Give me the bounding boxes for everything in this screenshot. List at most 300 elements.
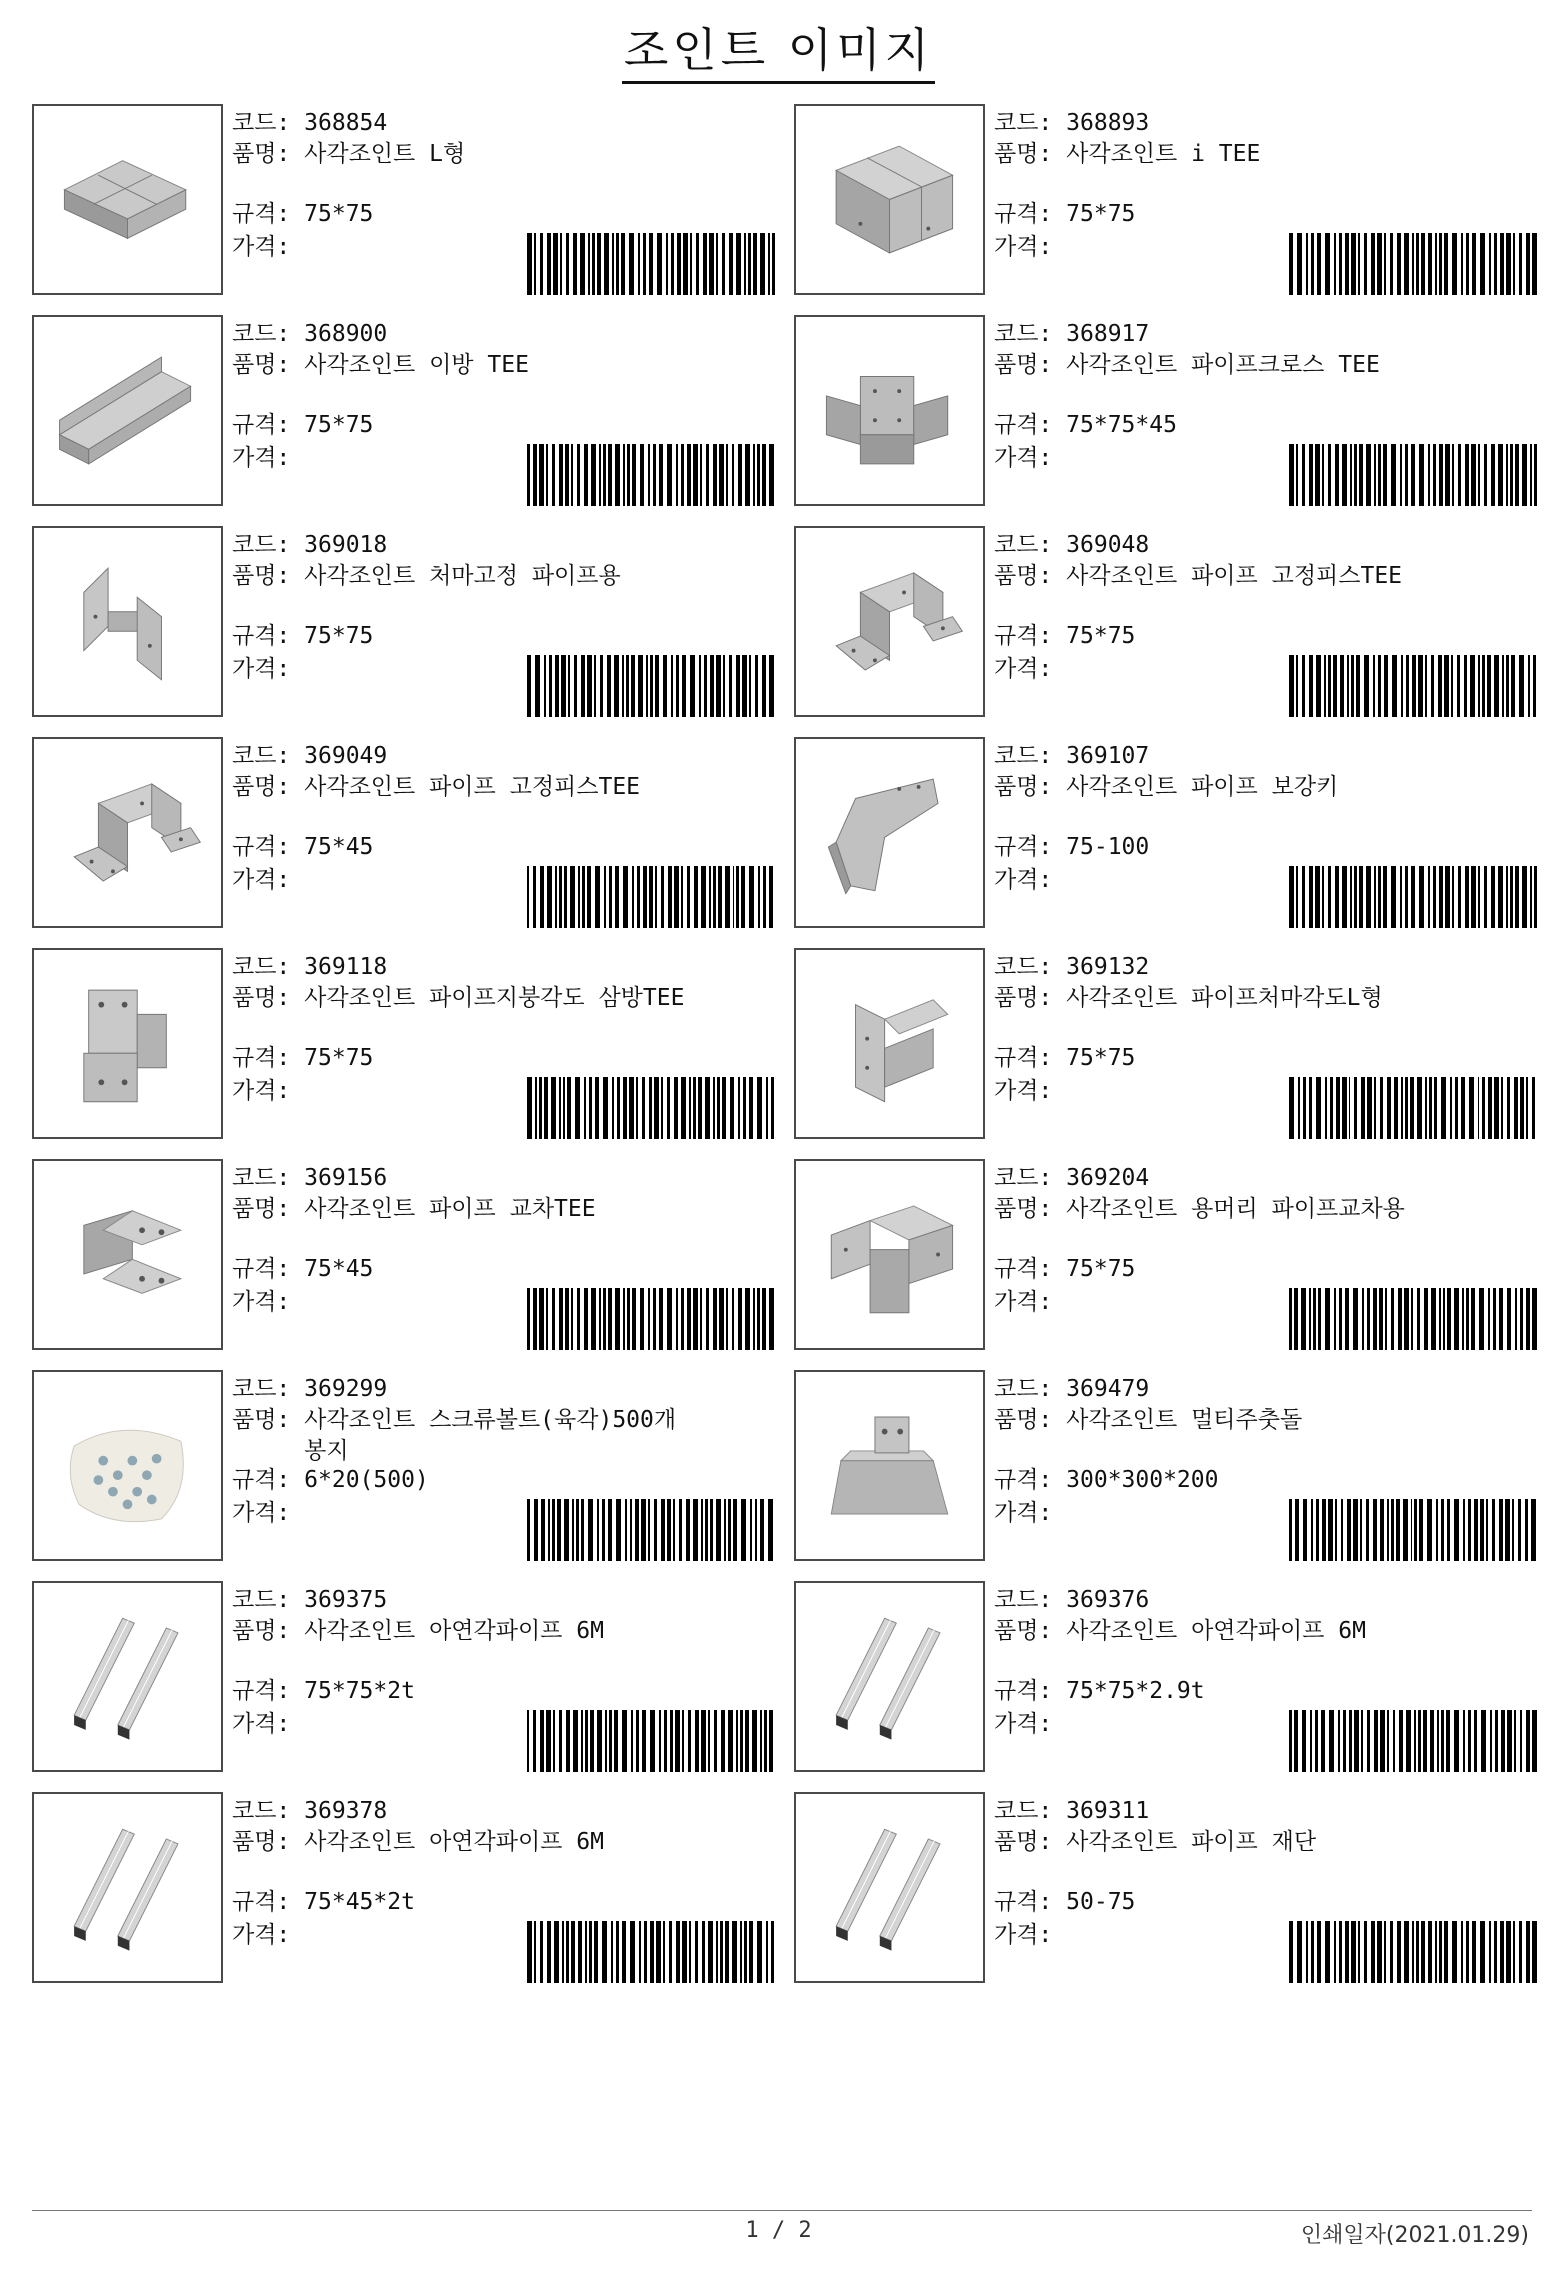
barcode-bar [1383, 866, 1387, 928]
product-image [32, 526, 223, 717]
barcode-bar [1356, 655, 1360, 717]
barcode-bar [1359, 444, 1363, 506]
name-label: 품명: [232, 985, 291, 1011]
barcode-bar [736, 866, 739, 928]
barcode-bar [690, 655, 695, 717]
barcode-bar [605, 1710, 607, 1772]
barcode-bar [1367, 1710, 1370, 1772]
barcode-bar [1345, 1921, 1349, 1983]
barcode-bar [1354, 1710, 1359, 1772]
spec-label: 규격: [994, 623, 1053, 649]
price-label: 가격: [232, 656, 291, 682]
barcode-bar [1454, 1499, 1459, 1561]
barcode-bar [584, 1077, 586, 1139]
barcode-bar [603, 1077, 608, 1139]
barcode-bar [1302, 655, 1305, 717]
product-name: 사각조인트 파이프 보강키 [1066, 774, 1339, 800]
product-code-row [232, 108, 772, 139]
barcode-bar [1390, 1921, 1393, 1983]
barcode-bar [699, 655, 701, 717]
barcode-bar [612, 1077, 614, 1139]
barcode-bar [1289, 1710, 1292, 1772]
barcode-bar [713, 1288, 717, 1350]
name-label: 품명: [994, 1407, 1053, 1433]
barcode-bar [632, 1288, 636, 1350]
barcode-bar [1334, 1288, 1336, 1350]
product-card [794, 1370, 1539, 1561]
product-price-row [994, 654, 1052, 685]
barcode-bar [1470, 655, 1475, 717]
barcode-bar [1392, 655, 1397, 717]
barcode-bar [1351, 1921, 1356, 1983]
barcode-bar [674, 1077, 678, 1139]
barcode-bar [559, 1288, 563, 1350]
barcode-bar [1428, 1921, 1433, 1983]
barcode-bar [612, 233, 614, 295]
barcode-bar [1345, 1288, 1349, 1350]
code-label: 코드: [994, 954, 1053, 980]
barcode-bar [1328, 655, 1331, 717]
barcode-bar [1520, 1288, 1523, 1350]
product-card [32, 1581, 777, 1772]
product-name-row [232, 139, 772, 170]
product-spec-row [994, 199, 1135, 230]
barcode-bar [714, 1710, 717, 1772]
spec-label: 규격: [994, 1889, 1053, 1915]
product-spec: 75*75 [1066, 201, 1136, 227]
barcode-bar [757, 1077, 762, 1139]
barcode-bar [1362, 1288, 1364, 1350]
product-code: 369375 [304, 1587, 388, 1613]
barcode-bar [1486, 1499, 1488, 1561]
code-label: 코드: [994, 743, 1053, 769]
barcode-bar [687, 444, 691, 506]
barcode-bar [659, 1710, 661, 1772]
channel-joint-icon [45, 328, 210, 493]
product-card [794, 737, 1539, 928]
barcode-bar [1500, 233, 1504, 295]
barcode-bar [722, 233, 725, 295]
barcode-bar [559, 1077, 561, 1139]
product-image [794, 1581, 985, 1772]
product-name: 사각조인트 파이프 고정피스TEE [1066, 563, 1403, 589]
barcode-bar [1374, 1077, 1376, 1139]
price-label: 가격: [232, 1500, 291, 1526]
product-spec-row [232, 1887, 415, 1918]
barcode-bar [1311, 1499, 1313, 1561]
product-info [994, 1163, 1534, 1315]
product-price-row [232, 232, 290, 263]
barcode-bar [667, 1077, 670, 1139]
square-pipe-icon [45, 1594, 210, 1759]
barcode-bar [1411, 444, 1415, 506]
barcode-bar [749, 655, 751, 717]
barcode-bar [1445, 866, 1450, 928]
barcode-bar [701, 866, 706, 928]
barcode-bar [1316, 1077, 1321, 1139]
barcode-bar [740, 1921, 742, 1983]
barcode-bar [1306, 1921, 1308, 1983]
barcode-bar [716, 655, 721, 717]
barcode-bar [643, 866, 647, 928]
box-joint-icon [807, 117, 972, 282]
barcode-bar [659, 444, 663, 506]
barcode-bar [1317, 233, 1321, 295]
product-spec-row [994, 832, 1149, 863]
barcode-bar [653, 1288, 656, 1350]
barcode-bar [1387, 1499, 1389, 1561]
barcode-bar [546, 444, 548, 506]
barcode-bar [572, 1499, 574, 1561]
barcode-bar [540, 1710, 544, 1772]
barcode-bar [763, 866, 766, 928]
barcode-bar [1289, 1921, 1293, 1983]
barcode-bar [644, 1921, 647, 1983]
barcode-bar [632, 444, 636, 506]
barcode-bar [676, 1288, 678, 1350]
barcode-bar [1393, 1710, 1396, 1772]
barcode-bar [1510, 866, 1513, 928]
barcode-bar [648, 444, 650, 506]
barcode-bar [728, 1710, 733, 1772]
barcode-bar [700, 444, 702, 506]
barcode-bar [1525, 1499, 1529, 1561]
product-spec: 50-75 [1066, 1889, 1136, 1915]
barcode-bar [611, 1921, 613, 1983]
barcode-bar [1444, 233, 1448, 295]
barcode-bar [681, 1077, 686, 1139]
barcode-bar [540, 233, 543, 295]
barcode-bar [1411, 866, 1415, 928]
barcode-bar [1333, 655, 1337, 717]
barcode-bar [1428, 444, 1430, 506]
barcode-bar [1506, 233, 1511, 295]
product-spec: 300*300*200 [1066, 1467, 1219, 1493]
barcode-bar [681, 866, 683, 928]
product-price-row [994, 232, 1052, 263]
name-label: 품명: [994, 774, 1053, 800]
square-pipe-icon [807, 1805, 972, 1970]
barcode-bar [755, 655, 758, 717]
product-image [32, 1581, 223, 1772]
barcode-bar [689, 1921, 691, 1983]
barcode-bar [1530, 866, 1532, 928]
barcode-bar [1464, 655, 1468, 717]
barcode-bar [708, 1710, 710, 1772]
product-card [794, 1159, 1539, 1350]
product-code-row [232, 1585, 772, 1616]
barcode-bar [1309, 1077, 1313, 1139]
product-image [794, 1792, 985, 1983]
barcode-bar [564, 1499, 569, 1561]
barcode-bar [1507, 1288, 1512, 1350]
barcode-bar [762, 655, 766, 717]
barcode-bar [589, 1921, 592, 1983]
barcode-bar [632, 866, 634, 928]
barcode [1289, 1077, 1539, 1139]
barcode-bar [1373, 1288, 1377, 1350]
product-name: 사각조인트 용머리 파이프교차용 [1066, 1196, 1405, 1222]
barcode-bar [1414, 1710, 1416, 1772]
code-label: 코드: [994, 321, 1053, 347]
barcode-bar [702, 1921, 706, 1983]
barcode-bar [602, 1499, 605, 1561]
barcode-bar [1396, 1499, 1400, 1561]
product-spec-row [232, 1254, 373, 1285]
barcode-bar [1461, 1921, 1463, 1983]
print-date: 인쇄일자(2021.01.29) [1300, 2223, 1529, 2248]
barcode-bar [723, 655, 725, 717]
barcode-bar [630, 1921, 635, 1983]
barcode-bar [1519, 1921, 1522, 1983]
barcode-bar [738, 1077, 740, 1139]
barcode-bar [1490, 1710, 1492, 1772]
barcode-bar [616, 1921, 619, 1983]
plate-bracket-icon [45, 961, 210, 1126]
barcode-bar [1501, 1077, 1503, 1139]
barcode-bar [573, 1710, 578, 1772]
product-info [232, 952, 772, 1104]
product-code: 369049 [304, 743, 388, 769]
barcode-bar [661, 866, 664, 928]
barcode-bar [546, 1710, 551, 1772]
barcode-bar [654, 1499, 657, 1561]
product-card [32, 948, 777, 1139]
barcode-bar [713, 1077, 715, 1139]
barcode-bar [667, 1288, 672, 1350]
barcode-bar [591, 444, 596, 506]
barcode-bar [743, 1077, 746, 1139]
barcode-bar [749, 1077, 753, 1139]
barcode-bar [704, 655, 707, 717]
product-code-row [232, 1163, 772, 1194]
barcode [527, 1710, 777, 1772]
spec-label: 규격: [232, 1256, 291, 1282]
barcode-bar [682, 1921, 687, 1983]
product-spec-row [994, 1043, 1135, 1074]
barcode-bar [753, 233, 757, 295]
product-card [32, 104, 777, 295]
product-spec: 75*75 [304, 412, 374, 438]
barcode-bar [741, 866, 745, 928]
barcode-bar [1297, 1921, 1302, 1983]
barcode-bar [1418, 1710, 1421, 1772]
product-price-row [232, 443, 290, 474]
barcode-bar [1506, 1921, 1511, 1983]
product-spec-row [994, 621, 1135, 652]
barcode-bar [565, 444, 570, 506]
product-name-row [994, 561, 1534, 592]
barcode-bar [533, 444, 537, 506]
barcode-bar [736, 233, 741, 295]
barcode-bar [688, 1710, 691, 1772]
barcode-bar [705, 1499, 708, 1561]
product-image [32, 737, 223, 928]
barcode-bar [736, 1710, 738, 1772]
barcode-bar [547, 233, 551, 295]
barcode-bar [581, 655, 585, 717]
barcode-bar [576, 1499, 579, 1561]
barcode-bar [599, 444, 601, 506]
product-info [994, 1585, 1534, 1737]
barcode-bar [1466, 1288, 1469, 1350]
barcode-bar [1289, 233, 1293, 295]
code-label: 코드: [232, 1376, 291, 1402]
barcode-bar [622, 655, 624, 717]
product-spec: 75*75 [1066, 623, 1136, 649]
spec-label: 규격: [232, 1045, 291, 1071]
barcode-bar [706, 1288, 709, 1350]
barcode-bar [681, 1288, 684, 1350]
barcode-bar [1457, 655, 1460, 717]
barcode-bar [559, 1710, 562, 1772]
product-name-row [994, 983, 1534, 1014]
barcode-bar [1428, 866, 1430, 928]
barcode-bar [1513, 233, 1515, 295]
barcode-bar [772, 233, 775, 295]
product-image [794, 948, 985, 1139]
barcode-bar [1366, 1499, 1369, 1561]
barcode-bar [1325, 1077, 1327, 1139]
barcode-bar [1471, 444, 1476, 506]
barcode-bar [764, 1710, 767, 1772]
barcode-bar [653, 444, 656, 506]
barcode-bar [758, 866, 760, 928]
product-price-row [994, 1287, 1052, 1318]
barcode-bar [1399, 1710, 1403, 1772]
barcode-bar [726, 444, 728, 506]
barcode-bar [1330, 1077, 1333, 1139]
barcode-bar [638, 233, 640, 295]
product-price-row [994, 865, 1052, 896]
barcode-bar [1520, 1077, 1525, 1139]
barcode-bar [592, 233, 595, 295]
barcode-bar [594, 1921, 598, 1983]
barcode-bar [650, 655, 653, 717]
barcode-bar [1479, 1288, 1484, 1350]
barcode-bar [623, 1077, 627, 1139]
barcode-bar [1405, 444, 1408, 506]
barcode-bar [1512, 1499, 1514, 1561]
barcode-bar [623, 444, 625, 506]
barcode [527, 655, 777, 717]
product-image [32, 315, 223, 506]
barcode-bar [1491, 866, 1495, 928]
product-code: 369018 [304, 532, 388, 558]
barcode-bar [1501, 1710, 1505, 1772]
barcode-bar [1384, 655, 1388, 717]
barcode-bar [547, 1921, 551, 1983]
barcode-bar [1424, 1288, 1428, 1350]
barcode-bar [535, 655, 540, 717]
barcode-bar [729, 655, 732, 717]
product-spec-row [994, 1887, 1135, 1918]
barcode-bar [676, 1921, 680, 1983]
barcode-bar [664, 1710, 667, 1772]
spec-label: 규격: [994, 1678, 1053, 1704]
barcode-bar [676, 655, 679, 717]
barcode-bar [614, 655, 619, 717]
barcode-bar [627, 1288, 630, 1350]
barcode-bar [1347, 1499, 1351, 1561]
barcode-bar [1428, 233, 1433, 295]
barcode-bar [771, 1077, 774, 1139]
barcode-bar [1410, 1077, 1414, 1139]
product-name: 사각조인트 파이프 교차TEE [304, 1196, 596, 1222]
barcode-bar [1311, 233, 1314, 295]
barcode-bar [595, 1077, 599, 1139]
product-name: 사각조인트 파이프크로스 TEE [1066, 352, 1380, 378]
barcode-bar [639, 1921, 641, 1983]
code-label: 코드: [994, 1376, 1053, 1402]
product-price-row [994, 1076, 1052, 1107]
barcode-bar [566, 1921, 569, 1983]
product-name: 사각조인트 아연각파이프 6M [304, 1829, 604, 1855]
price-label: 가격: [232, 1078, 291, 1104]
barcode-bar [1514, 1710, 1516, 1772]
barcode-bar [1361, 1077, 1365, 1139]
barcode-bar [718, 866, 722, 928]
price-label: 가격: [232, 1711, 291, 1737]
barcode-bar [656, 1921, 661, 1983]
barcode-bar [1478, 444, 1480, 506]
barcode-bar [549, 655, 552, 717]
barcode-bar [587, 866, 591, 928]
barcode-bar [1302, 866, 1305, 928]
product-name-row [232, 772, 772, 803]
barcode [1289, 1921, 1539, 1983]
barcode-bar [693, 1499, 698, 1561]
barcode-bar [1444, 655, 1449, 717]
barcode [1289, 1710, 1539, 1772]
barcode-bar [1339, 1288, 1342, 1350]
barcode-bar [682, 655, 686, 717]
barcode-bar [690, 233, 692, 295]
spec-label: 규격: [232, 1467, 291, 1493]
barcode-bar [757, 1921, 762, 1983]
barcode-bar [745, 1710, 749, 1772]
barcode-bar [1404, 1921, 1409, 1983]
barcode-bar [1494, 233, 1497, 295]
barcode-bar [1465, 444, 1469, 506]
product-name: 사각조인트 멀티주춧돌 [1066, 1407, 1303, 1433]
barcode [1289, 1499, 1539, 1561]
barcode-bar [1374, 444, 1376, 506]
barcode-bar [1526, 1921, 1530, 1983]
barcode-bar [533, 866, 536, 928]
barcode-bar [1526, 1288, 1530, 1350]
barcode-bar [591, 1288, 596, 1350]
barcode-bar [1294, 1288, 1298, 1350]
barcode-bar [748, 233, 751, 295]
barcode-bar [655, 866, 657, 928]
barcode-bar [1373, 1499, 1377, 1561]
barcode-bar [1379, 1288, 1384, 1350]
name-label: 품명: [994, 1618, 1053, 1644]
barcode-bar [760, 233, 765, 295]
product-card [32, 526, 777, 717]
product-image [794, 1370, 985, 1561]
barcode-bar [541, 1499, 546, 1561]
barcode-bar [1522, 866, 1527, 928]
product-name-row [994, 1827, 1534, 1858]
barcode-bar [1434, 1077, 1438, 1139]
product-name-row [232, 1616, 772, 1647]
barcode-bar [1358, 1921, 1360, 1983]
name-label: 품명: [994, 1829, 1053, 1855]
barcode-bar [1361, 1710, 1363, 1772]
barcode-bar [594, 655, 596, 717]
